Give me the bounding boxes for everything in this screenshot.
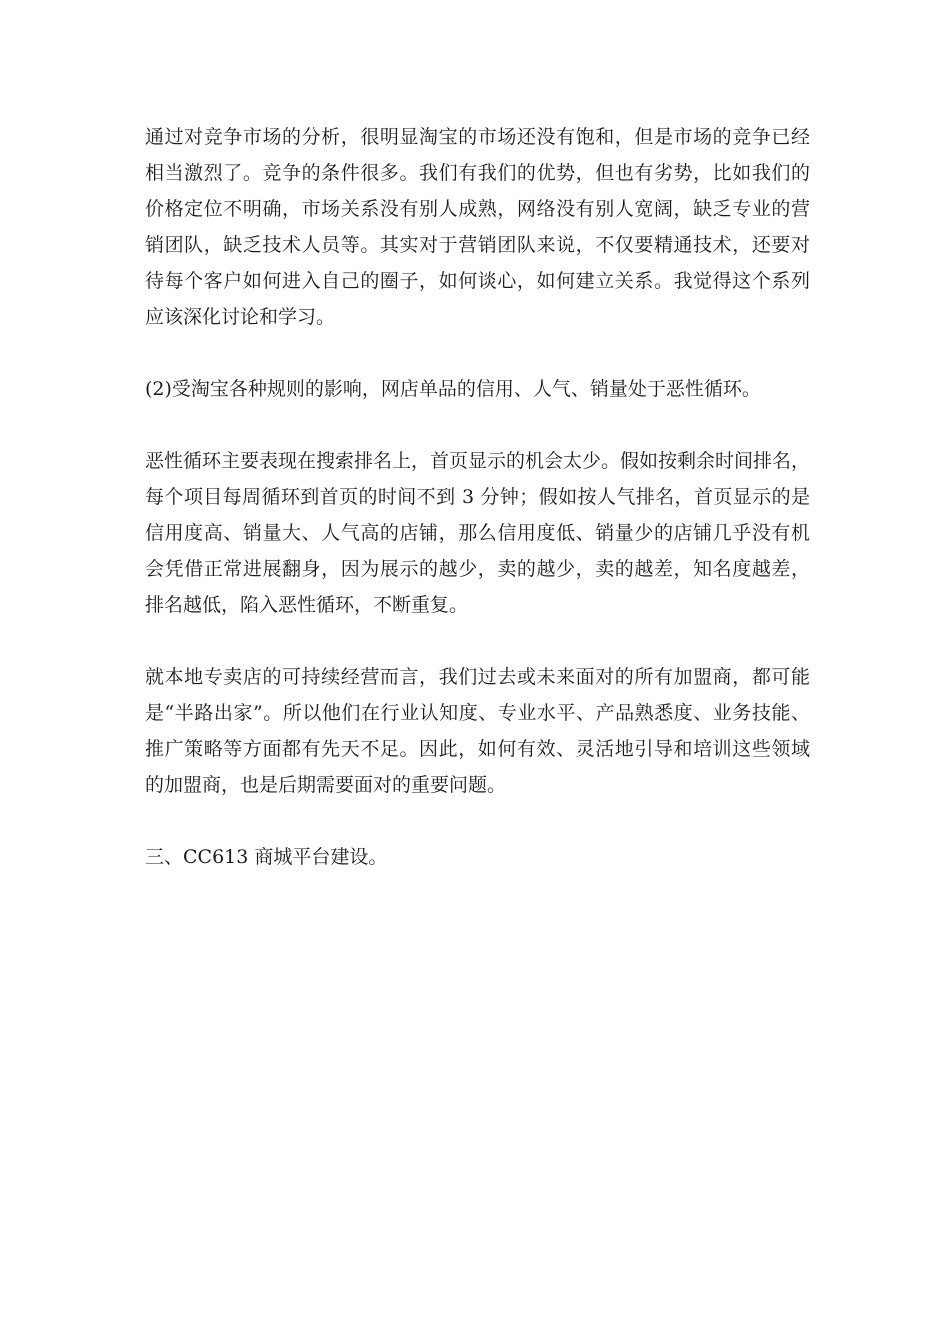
text-line: 排名越低，陷入恶性循环，不断重复。 — [145, 594, 469, 616]
text-line: 通过对竞争市场的分析，很明显淘宝的市场还没有饱和，但是市场的竞争已经 — [145, 126, 810, 148]
text-line: 就本地专卖店的可持续经营而言，我们过去或未来面对的所有加盟商，都可能 — [145, 666, 810, 688]
section-heading-platform — [145, 839, 810, 875]
text-line: 是“半路出家”。所以他们在行业认知度、专业水平、产品熟悉度、业务技能、 — [145, 702, 810, 724]
text-line: 三、CC613 商城平台建设。 — [145, 846, 388, 868]
text-line: 每个项目每周循环到首页的时间不到 3 分钟；假如按人气排名，首页显示的是 — [145, 486, 810, 508]
text-line: 应该深化讨论和学习。 — [145, 306, 336, 328]
text-line: 恶性循环主要表现在搜索排名上，首页显示的机会太少。假如按剩余时间排名， — [145, 450, 811, 472]
paragraph-spacer — [145, 623, 810, 659]
text-line: 信用度高、销量大、人气高的店铺，那么信用度低、销量少的店铺几乎没有机 — [145, 522, 810, 544]
paragraph-vicious-cycle — [145, 443, 810, 623]
text-line: 相当激烈了。竞争的条件很多。我们有我们的优势，但也有劣势，比如我们的 — [145, 162, 810, 184]
text-line: 推广策略等方面都有先天不足。因此，如何有效、灵活地引导和培训这些领域 — [145, 738, 810, 760]
paragraph-taobao-rules — [145, 371, 810, 407]
paragraph-market-analysis — [145, 119, 810, 335]
text-line: 价格定位不明确，市场关系没有别人成熟，网络没有别人宽阔，缺乏专业的营 — [145, 198, 810, 220]
paragraph-spacer — [145, 407, 810, 443]
text-line: 会凭借正常进展翻身，因为展示的越少，卖的越少，卖的越差，知名度越差， — [145, 558, 810, 580]
text-line: (2)受淘宝各种规则的影响，网店单品的信用、人气、销量处于恶性循环。 — [145, 378, 761, 400]
text-line: 销团队，缺乏技术人员等。其实对于营销团队来说，不仅要精通技术，还要对 — [145, 234, 810, 256]
document-body — [145, 119, 810, 875]
paragraph-franchisees — [145, 659, 810, 803]
text-line: 的加盟商，也是后期需要面对的重要问题。 — [145, 774, 507, 796]
paragraph-spacer — [145, 803, 810, 839]
paragraph-spacer — [145, 335, 810, 371]
text-line: 待每个客户如何进入自己的圈子，如何谈心，如何建立关系。我觉得这个系列 — [145, 270, 810, 292]
